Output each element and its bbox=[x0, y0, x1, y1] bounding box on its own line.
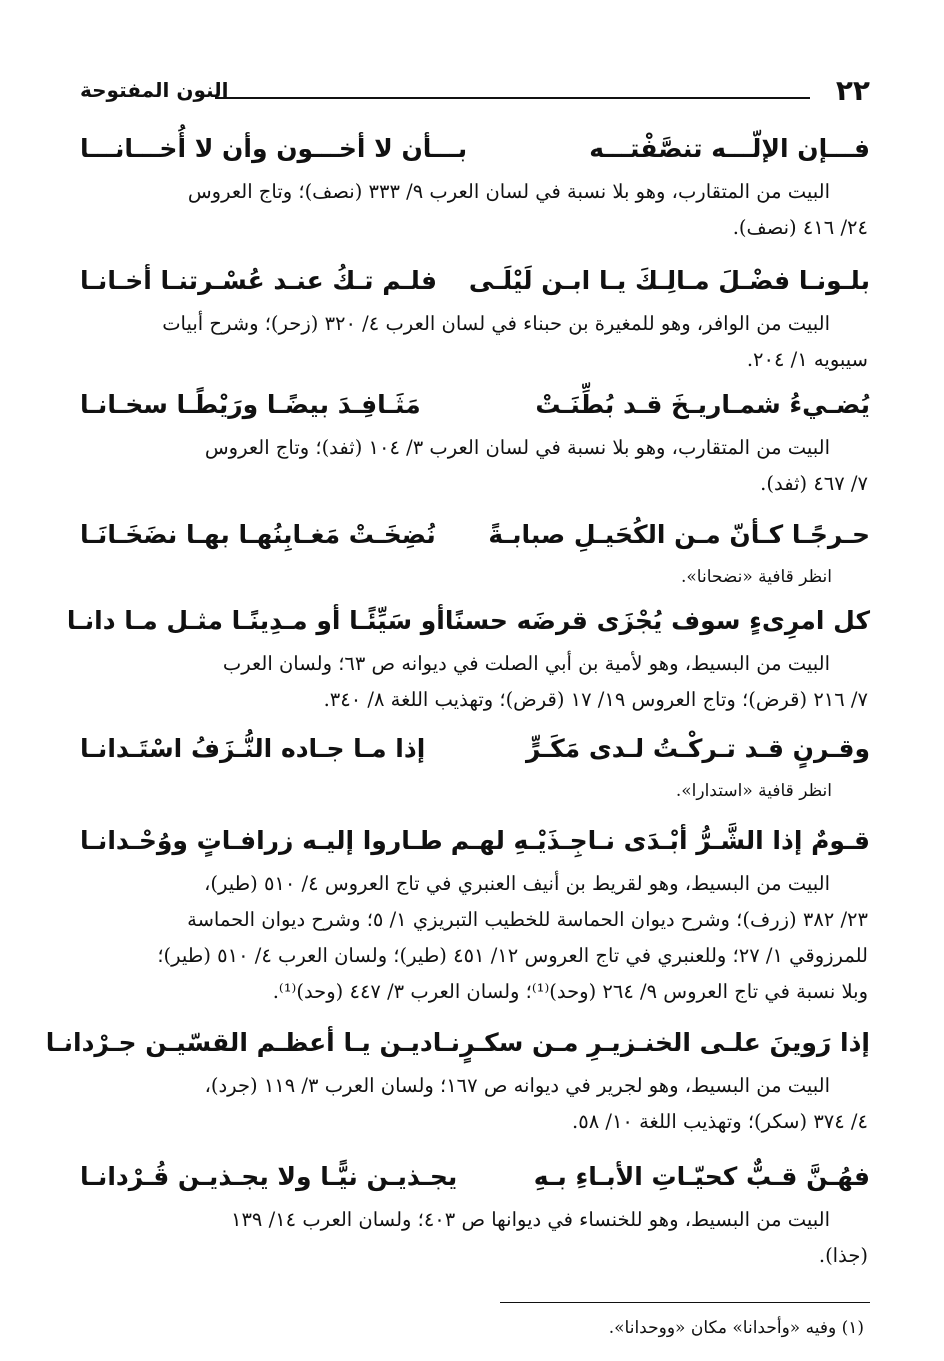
footnote-rule bbox=[500, 1302, 870, 1303]
note-line: البيت من المتقارب، وهو بلا نسبة في لسان العرب ٣/ ١٠٤ (ثفد)؛ وتاج العروس bbox=[204, 436, 830, 459]
note-line: ٤/ ٣٧٤ (سكر)؛ وتهذيب اللغة ١٠/ ٥٨. bbox=[572, 1110, 868, 1133]
header-rule bbox=[215, 97, 810, 99]
verse-line bbox=[45, 1022, 870, 1064]
verse-second-hemistich: أو سَيِّئًـا أو مـدِينًـا مثـل مـا دانـا bbox=[66, 606, 445, 635]
verse-line bbox=[80, 384, 870, 426]
poem-entry bbox=[80, 728, 870, 806]
cross-reference: انظر قافية «نضحانا». bbox=[680, 567, 832, 587]
note-line: ٧/ ٢١٦ (قرض)؛ وتاج العروس ١٩/ ١٧ (قرض)؛ وتهذيب اللغة ٨/ ٣٤٠. bbox=[323, 688, 868, 711]
page-number: ٢٢ bbox=[835, 74, 870, 107]
note-line: البيت من البسيط، وهو للخنساء في ديوانها ص ٤٠٣؛ ولسان العرب ١٤/ ١٣٩ bbox=[230, 1208, 830, 1231]
verse-second-hemistich: نُضِخَـتْ مَغـابِنُهـا بهـا نضَخَـانَـا bbox=[80, 520, 436, 549]
note-line: ٢٣/ ٣٨٢ (زرف)؛ وشرح ديوان الحماسة للخطيب التبريزي ١/ ٥؛ وشرح ديوان الحماسة bbox=[187, 908, 868, 931]
verse-second-hemistich: فلـم تـكُ عنـد عُسْـرتنـا أخـانـا bbox=[80, 266, 437, 295]
verse-first-hemistich: بلـونـا فضْـلَ مـالِـكَ يـا ابـن لَيْلَـى bbox=[468, 266, 870, 295]
verse-second-hemistich: يجـذيـن نيًّـا ولا يجـذيـن قُـرْدانـا bbox=[80, 1162, 458, 1191]
source-note bbox=[80, 174, 870, 246]
note-line: وبلا نسبة في تاج العروس ٩/ ٢٦٤ (وحد)⁽¹⁾؛ ولسان العرب ٣/ ٤٤٧ (وحد)⁽¹⁾. bbox=[272, 980, 868, 1003]
verse-line bbox=[80, 128, 870, 170]
verse-line bbox=[66, 600, 870, 642]
note-line: ٧/ ٤٦٧ (ثفد). bbox=[760, 472, 868, 495]
source-note bbox=[80, 1202, 870, 1274]
verse-second-hemistich: طـاروا إليـه زرافـاتٍ ووُحْـدانـا bbox=[80, 826, 443, 855]
note-line: للمرزوقي ١/ ٢٧؛ وللعنبري في تاج العروس ١٢/ ٤٥١ (طير)؛ ولسان العرب ٤/ ٥١٠ (طير)؛ bbox=[157, 944, 868, 967]
verse-first-hemistich: إذا رَوينَ علـى الخنـزيـرِ مـن سكـرٍ bbox=[460, 1028, 870, 1057]
page-header bbox=[80, 72, 870, 108]
verse-first-hemistich: كل امرِىءٍ سوف يُجْزَى قرضَه حسنًا bbox=[444, 606, 870, 635]
verse-first-hemistich: فـــإن الإلّـــه تنصَّفْتـــه bbox=[589, 134, 870, 163]
poem-entry bbox=[80, 260, 870, 378]
verse-line bbox=[80, 260, 870, 302]
source-note bbox=[80, 1068, 870, 1140]
verse-second-hemistich: إذا مـا جـاده النُّـزَفُ اسْتَـدانـا bbox=[80, 734, 426, 763]
verse-first-hemistich: فهُـنَّ قـبٌّ كحيّـاتِ الأبـاءِ بـهِ bbox=[533, 1162, 870, 1191]
verse-first-hemistich: وقـرنٍ قـد تـركْـتُ لـدى مَكَـرٍّ bbox=[526, 734, 870, 763]
chapter-title: النون المفتوحة bbox=[80, 78, 229, 102]
source-note bbox=[80, 430, 870, 502]
note-line: البيت من البسيط، وهو لجرير في ديوانه ص ١٦٧؛ ولسان العرب ٣/ ١١٩ (جرد)، bbox=[204, 1074, 830, 1097]
verse-first-hemistich: يُضـيءُ شمـاريـخَ قـد بُطِّنَـتْ bbox=[535, 390, 870, 419]
verse-line bbox=[80, 514, 870, 556]
poem-entry bbox=[80, 820, 870, 1010]
poem-entry bbox=[80, 384, 870, 502]
footnote: (١) وفيه «وأحدانا» مكان «ووحدانا». bbox=[608, 1318, 864, 1338]
verse-line bbox=[80, 1156, 870, 1198]
source-note bbox=[80, 866, 870, 1010]
verse-first-hemistich: قـومٌ إذا الشَّـرُّ أبْـدَى نـاجِـذَيْـهِ لهـم bbox=[450, 826, 870, 855]
source-note bbox=[80, 306, 870, 378]
note-line: سيبويه ١/ ٢٠٤. bbox=[746, 348, 868, 371]
verse-first-hemistich: حـرجًـا كـأنّ مـن الكُحَيـلِ صبابـةً bbox=[488, 520, 870, 549]
note-line: البيت من البسيط، وهو لأمية بن أبي الصلت في ديوانه ص ٦٣؛ ولسان العرب bbox=[222, 652, 830, 675]
cross-reference: انظر قافية «استدارا». bbox=[675, 781, 832, 801]
source-note bbox=[80, 646, 870, 718]
verse-second-hemistich: بـــأن لا أخـــون وأن لا أُخـــانـــا bbox=[80, 134, 468, 163]
poem-entry bbox=[45, 1022, 870, 1140]
note-line: البيت من البسيط، وهو لقريط بن أنيف العنبري في تاج العروس ٤/ ٥١٠ (طير)، bbox=[204, 872, 830, 895]
poem-entry bbox=[80, 128, 870, 246]
verse-line bbox=[80, 728, 870, 770]
verse-line bbox=[80, 820, 870, 862]
note-line: ٢٤/ ٤١٦ (نصف). bbox=[732, 216, 868, 239]
verse-second-hemistich: مَثَـافِـدَ بيضًـا ورَيْطًـا سخـانـا bbox=[80, 390, 421, 419]
verse-second-hemistich: نـاديـن يـا أعظـم القسّيـن جـرْدانـا bbox=[45, 1028, 461, 1057]
note-line: البيت من المتقارب، وهو بلا نسبة في لسان العرب ٩/ ٣٣٣ (نصف)؛ وتاج العروس bbox=[187, 180, 830, 203]
poem-entry bbox=[80, 1156, 870, 1274]
poem-entry bbox=[80, 514, 870, 592]
note-line: (جذا). bbox=[818, 1244, 868, 1267]
note-line: البيت من الوافر، وهو للمغيرة بن حبناء في لسان العرب ٤/ ٣٢٠ (زحر)؛ وشرح أبيات bbox=[162, 312, 830, 335]
poem-entry bbox=[66, 600, 870, 718]
